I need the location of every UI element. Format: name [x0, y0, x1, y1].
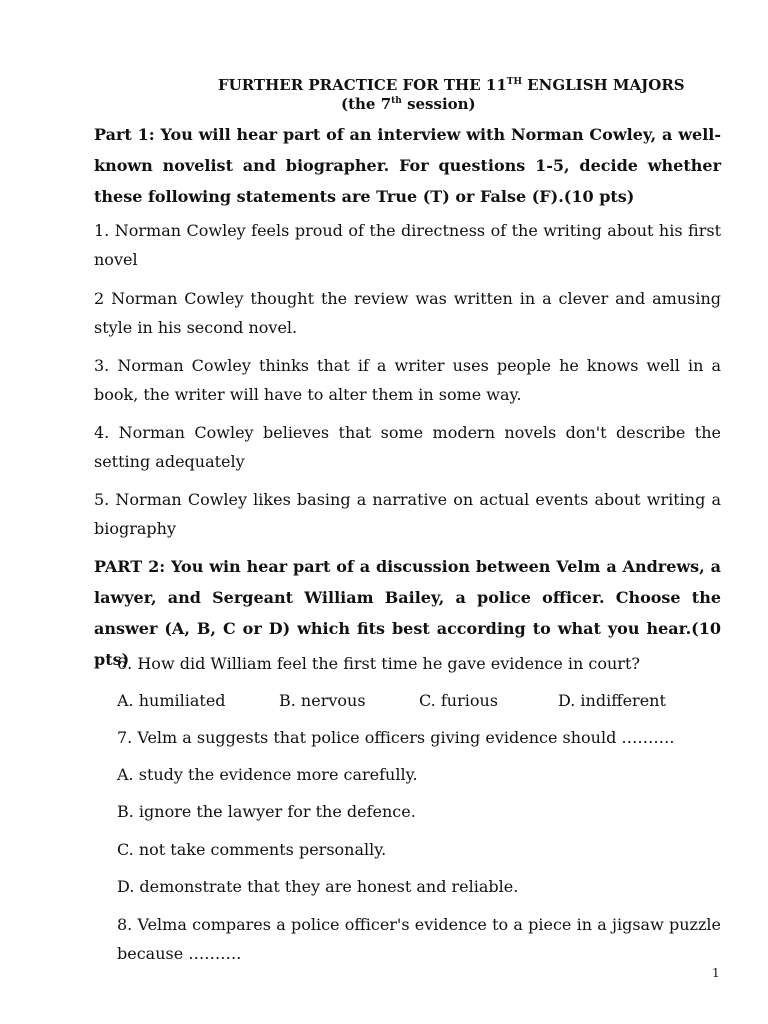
question-7-option-a: A. study the evidence more carefully.	[117, 765, 418, 784]
option-b: B. nervous	[279, 691, 366, 710]
subtitle-text-start: (the 7	[341, 95, 392, 113]
option-a: A. humiliated	[117, 691, 226, 710]
document-title	[218, 76, 685, 94]
question-2: 2 Norman Cowley thought the review was written in a clever and amusing style in his second novel.	[94, 289, 721, 337]
title-text-start: FURTHER PRACTICE FOR THE 11	[218, 76, 507, 94]
option-d: D. indifferent	[558, 691, 666, 710]
question-7-option-b: B. ignore the lawyer for the defence.	[117, 802, 416, 821]
question-5: 5. Norman Cowley likes basing a narrative on actual events about writing a biography	[94, 490, 721, 538]
question-6-options	[117, 686, 721, 715]
title-superscript: TH	[506, 77, 522, 87]
question-7: 7. Velm a suggests that police officers giving evidence should ……….	[117, 728, 675, 747]
page-number: 1	[712, 966, 720, 980]
question-1: 1. Norman Cowley feels proud of the directness of the writing about his first novel	[94, 221, 721, 269]
question-4: 4. Norman Cowley believes that some modern novels don't describe the setting adequately	[94, 423, 721, 471]
document-subtitle	[341, 95, 476, 113]
subtitle-text-end: session)	[401, 95, 476, 113]
title-text-end: ENGLISH MAJORS	[521, 76, 685, 94]
question-6: 6. How did William feel the first time he gave evidence in court?	[117, 654, 640, 673]
subtitle-superscript: th	[391, 96, 402, 106]
part1-instruction: Part 1: You will hear part of an interview with Norman Cowley, a well-known novelist and biographer. For questions 1-5, decide whether these following statements are True (T) or False (F).(10 pts)	[94, 125, 721, 206]
option-c: C. furious	[419, 691, 498, 710]
question-7-option-d: D. demonstrate that they are honest and reliable.	[117, 877, 519, 896]
question-3: 3. Norman Cowley thinks that if a writer uses people he knows well in a book, the writer will have to alter them in some way.	[94, 356, 721, 404]
question-8: 8. Velma compares a police officer's evidence to a piece in a jigsaw puzzle because ……….	[117, 915, 721, 963]
question-7-option-c: C. not take comments personally.	[117, 840, 387, 859]
part2-instruction: PART 2: You win hear part of a discussion between Velm a Andrews, a lawyer, and Sergeant William Bailey, a police officer. Choose the answer (A, B, C or D) which fits best according to what you hear.(10 pts)	[94, 557, 721, 669]
